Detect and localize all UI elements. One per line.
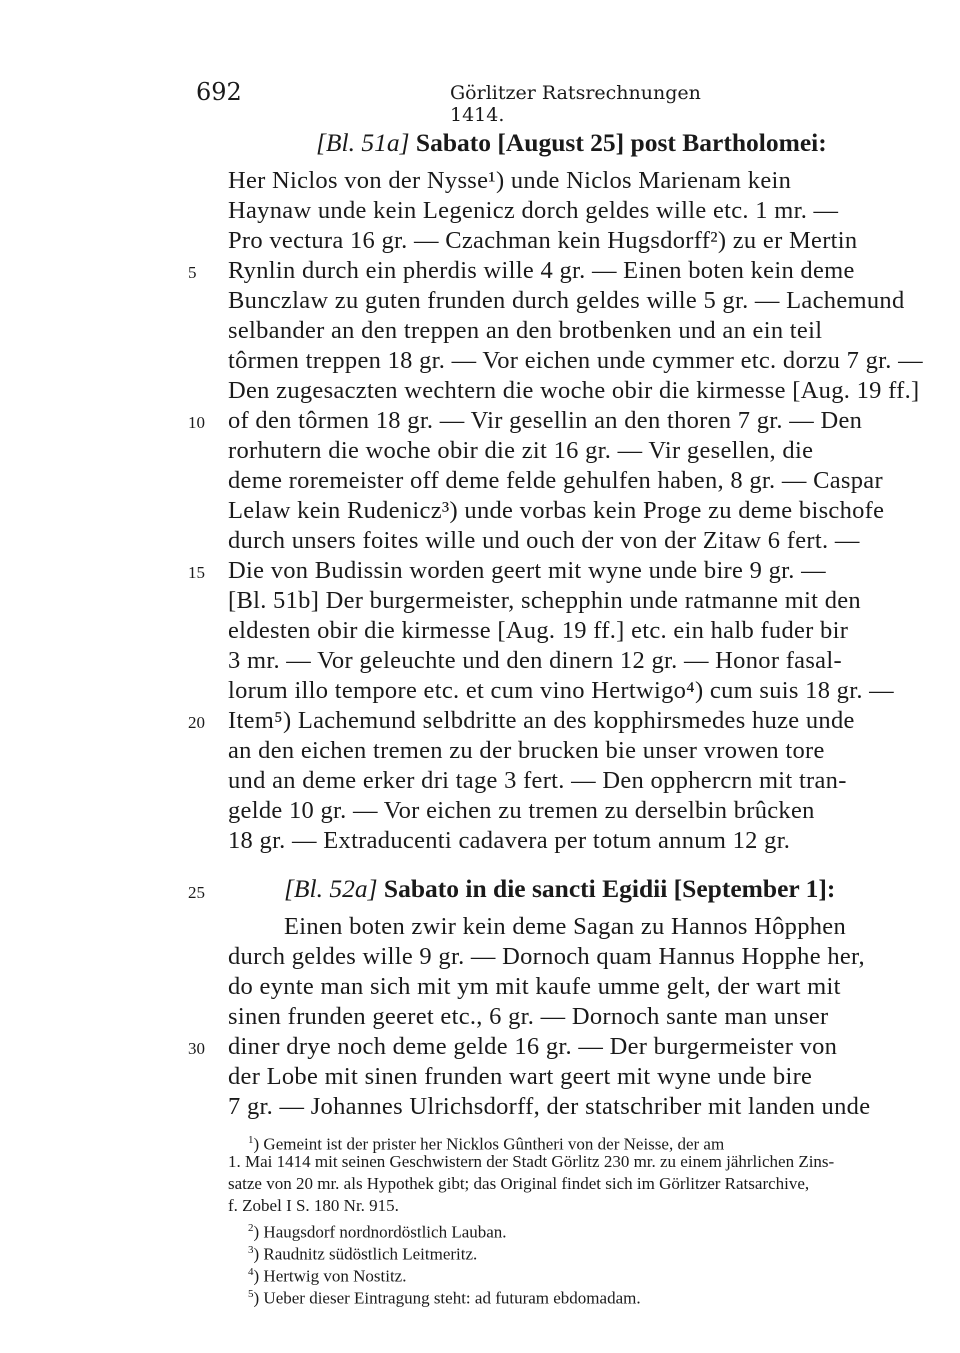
text-line: Her Niclos von der Nysse¹) unde Niclos Marienam kein bbox=[228, 167, 792, 194]
footnote-mark: 5 bbox=[248, 1288, 254, 1300]
footnotes bbox=[200, 1130, 940, 1310]
text-line: Rynlin durch ein pherdis wille 4 gr. — Einen boten kein deme bbox=[228, 257, 855, 284]
footnote-mark: 3 bbox=[248, 1244, 254, 1256]
text-line: selbander an den treppen an den brotbenken und an ein teil bbox=[228, 317, 823, 344]
text-line: of den tôrmen 18 gr. — Vir gesellin an den thoren 7 gr. — Den bbox=[228, 407, 863, 434]
footnote-mark: 1 bbox=[248, 1134, 254, 1146]
text-line: und an deme erker dri tage 3 fert. — Den opphercrn mit tran- bbox=[228, 767, 847, 794]
footnote-2 bbox=[248, 1218, 940, 1243]
heading-text: Sabato [August 25] post Bartholomei: bbox=[415, 128, 827, 157]
page-header bbox=[196, 78, 720, 126]
line-number: 20 bbox=[188, 713, 205, 732]
text-line: Haynaw unde kein Legenicz dorch geldes wille etc. 1 mr. — bbox=[228, 197, 839, 224]
section-heading bbox=[316, 128, 940, 158]
text-line: [Bl. 51b] Der burgermeister, schepphin unde ratmanne mit den bbox=[228, 587, 861, 614]
footnote-mark: 2 bbox=[248, 1222, 254, 1234]
section-2 bbox=[188, 874, 940, 1124]
text-line: durch geldes wille 9 gr. — Dornoch quam Hannus Hopphe her, bbox=[228, 943, 865, 970]
text-line: rorhutern die woche obir die zit 16 gr. — Vir gesellen, die bbox=[228, 437, 814, 464]
text-line: sinen frunden geeret etc., 6 gr. — Dornoch sante man unser bbox=[228, 1003, 829, 1030]
footnote-text: ) Gemeint ist der prister her Nicklos Gûntheri von der Neisse, der am bbox=[253, 1134, 725, 1154]
text-line: 7 gr. — Johannes Ulrichsdorff, der statschriber mit landen unde bbox=[228, 1093, 871, 1120]
text-line: der Lobe mit sinen frunden wart geert mit wyne unde bire bbox=[228, 1063, 813, 1090]
line-number: 30 bbox=[188, 1039, 205, 1058]
text-line: gelde 10 gr. — Vor eichen zu tremen zu derselbin brûcken bbox=[228, 797, 815, 824]
footnote-text: ) Raudnitz südöstlich Leitmeritz. bbox=[253, 1244, 478, 1264]
footnote-3 bbox=[248, 1240, 940, 1265]
section-1 bbox=[188, 128, 940, 868]
footnote-4 bbox=[248, 1262, 940, 1287]
footnote-text: ) Hertwig von Nostitz. bbox=[253, 1266, 407, 1286]
footnote-mark: 4 bbox=[248, 1266, 254, 1278]
text-line: durch unsers foites wille und ouch der von der Zitaw 6 fert. — bbox=[228, 527, 860, 554]
folio-reference: [Bl. 52a] bbox=[284, 874, 378, 903]
footnote-5 bbox=[248, 1284, 940, 1309]
text-line: do eynte man sich mit ym mit kaufe umme gelt, der wart mit bbox=[228, 973, 841, 1000]
text-line: lorum illo tempore etc. et cum vino Hertwigo⁴) cum suis 18 gr. — bbox=[228, 677, 894, 704]
text-line: diner drye noch deme gelde 16 gr. — Der burgermeister von bbox=[228, 1033, 838, 1060]
section-heading bbox=[284, 874, 940, 904]
text-line: Lelaw kein Rudenicz³) unde vorbas kein Proge zu deme bischofe bbox=[228, 497, 885, 524]
text-line: tôrmen treppen 18 gr. — Vor eichen unde cymmer etc. dorzu 7 gr. — bbox=[228, 347, 923, 374]
text-line: Den zugesaczten wechtern die woche obir die kirmesse [Aug. 19 ff.] bbox=[228, 377, 920, 404]
line-number: 15 bbox=[188, 563, 205, 582]
line-number: 25 bbox=[188, 883, 205, 902]
text-line: Die von Budissin worden geert mit wyne unde bire 9 gr. — bbox=[228, 557, 826, 584]
footnote-1 bbox=[248, 1130, 940, 1155]
footnote-continuation: 1. Mai 1414 mit seinen Geschwistern der Stadt Görlitz 230 mr. zu einem jährlichen Zins- bbox=[228, 1152, 835, 1171]
text-line: Einen boten zwir kein deme Sagan zu Hannos Hôpphen bbox=[284, 913, 847, 940]
footnote-continuation: satze von 20 mr. als Hypothek gibt; das Original findet sich im Görlitzer Ratsarchive, bbox=[228, 1174, 810, 1193]
text-line: Bunczlaw zu guten frunden durch geldes wille 5 gr. — Lachemund bbox=[228, 287, 905, 314]
text-line: Pro vectura 16 gr. — Czachman kein Hugsdorff²) zu er Mertin bbox=[228, 227, 858, 254]
line-number: 5 bbox=[188, 263, 197, 282]
text-line: an den eichen tremen zu der brucken bie unser vrowen tore bbox=[228, 737, 825, 764]
running-head: Görlitzer Ratsrechnungen 1414. bbox=[450, 82, 701, 126]
text-line: deme roremeister off deme felde gehulfen haben, 8 gr. — Caspar bbox=[228, 467, 883, 494]
footnote-continuation: f. Zobel I S. 180 Nr. 915. bbox=[228, 1196, 399, 1215]
footnote-text: ) Haugsdorf nordnordöstlich Lauban. bbox=[253, 1222, 507, 1242]
heading-text: Sabato in die sancti Egidii [September 1]: bbox=[383, 874, 836, 903]
page-number: 692 bbox=[196, 78, 242, 106]
line-number: 10 bbox=[188, 413, 205, 432]
footnote-text: ) Ueber dieser Eintragung steht: ad futuram ebdomadam. bbox=[253, 1288, 641, 1308]
text-line: 3 mr. — Vor geleuchte und den dinern 12 gr. — Honor fasal- bbox=[228, 647, 842, 674]
text-line: eldesten obir die kirmesse [Aug. 19 ff.] etc. ein halb fuder bir bbox=[228, 617, 849, 644]
folio-reference: [Bl. 51a] bbox=[316, 128, 410, 157]
text-line: Item⁵) Lachemund selbdritte an des kopphirsmedes huze unde bbox=[228, 707, 855, 734]
text-line: 18 gr. — Extraducenti cadavera per totum annum 12 gr. bbox=[228, 827, 791, 854]
